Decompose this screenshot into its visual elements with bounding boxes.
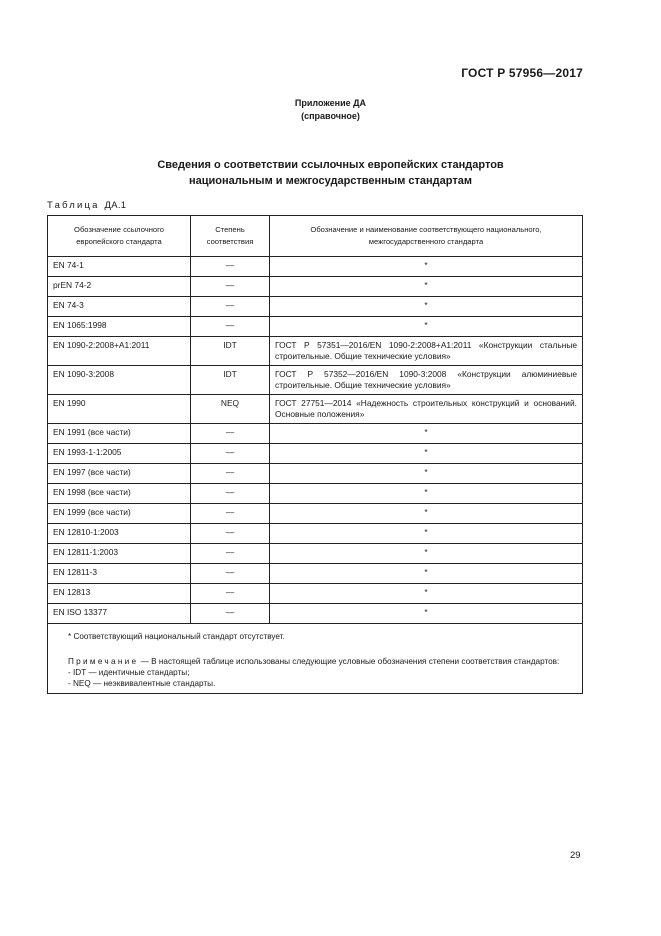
cell-degree: — <box>191 604 270 624</box>
cell-european-standard: EN 1998 (все части) <box>48 484 191 504</box>
cell-national-standard: * <box>270 297 583 317</box>
page-number: 29 <box>570 850 581 861</box>
standard-code: ГОСТ Р 57956—2017 <box>461 66 583 80</box>
table-row <box>48 584 583 604</box>
table-footnote: * Соответствующий национальный стандарт отсутствует. <box>68 632 285 641</box>
table-caption <box>47 200 126 211</box>
cell-national-standard: * <box>270 504 583 524</box>
cell-european-standard: EN 12810-1:2003 <box>48 524 191 544</box>
note-label: Примечание <box>68 657 139 666</box>
cell-european-standard: EN 1090-2:2008+A1:2011 <box>48 337 191 366</box>
table-row <box>48 257 583 277</box>
cell-national-standard: * <box>270 484 583 504</box>
cell-european-standard: EN 1991 (все части) <box>48 424 191 444</box>
cell-degree: — <box>191 564 270 584</box>
cell-european-standard: EN ISO 13377 <box>48 604 191 624</box>
table-row <box>48 604 583 624</box>
cell-national-standard: * <box>270 277 583 297</box>
cell-european-standard: EN 12813 <box>48 584 191 604</box>
table-row <box>48 424 583 444</box>
note-item-idt: - IDT — идентичные стандарты; <box>68 668 190 677</box>
table-row <box>48 366 583 395</box>
note-text: — В настоящей таблице использованы следующие условные обозначения степени соответствия стандартов: <box>140 657 560 666</box>
cell-national-standard: * <box>270 317 583 337</box>
cell-national-standard: * <box>270 257 583 277</box>
table-note <box>68 656 562 667</box>
cell-european-standard: EN 1990 <box>48 395 191 424</box>
cell-degree: — <box>191 297 270 317</box>
cell-degree: — <box>191 504 270 524</box>
document-title-line-1: Сведения о соответствии ссылочных европейских стандартов <box>157 159 504 171</box>
cell-national-standard: * <box>270 524 583 544</box>
cell-european-standard: EN 12811-1:2003 <box>48 544 191 564</box>
cell-national-standard: * <box>270 424 583 444</box>
cell-degree: IDT <box>191 366 270 395</box>
table-row <box>48 444 583 464</box>
note-item-neq: - NEQ — неэквивалентные стандарты. <box>68 679 216 688</box>
cell-degree: — <box>191 584 270 604</box>
cell-european-standard: EN 1090-3:2008 <box>48 366 191 395</box>
document-title-line-2: национальным и межгосударственным стандартам <box>189 175 472 187</box>
document-title <box>0 157 661 189</box>
table-header-row <box>48 216 583 257</box>
cell-european-standard: EN 1065:1998 <box>48 317 191 337</box>
table-row <box>48 544 583 564</box>
cell-european-standard: EN 74-1 <box>48 257 191 277</box>
table-row <box>48 395 583 424</box>
cell-national-standard: * <box>270 444 583 464</box>
cell-degree: — <box>191 544 270 564</box>
table-row <box>48 504 583 524</box>
table-row <box>48 564 583 584</box>
column-header-european-standard: Обозначение ссылочного европейского стандарта <box>48 216 191 257</box>
appendix-heading <box>0 97 661 123</box>
cell-european-standard: EN 12811-3 <box>48 564 191 584</box>
cell-degree: — <box>191 317 270 337</box>
table-notes-row <box>48 624 583 694</box>
cell-national-standard: * <box>270 564 583 584</box>
cell-european-standard: prEN 74-2 <box>48 277 191 297</box>
table-row <box>48 297 583 317</box>
cell-european-standard: EN 1999 (все части) <box>48 504 191 524</box>
cell-degree: — <box>191 444 270 464</box>
cell-degree: — <box>191 424 270 444</box>
table-caption-number: ДА.1 <box>104 200 127 211</box>
cell-national-standard: * <box>270 544 583 564</box>
table-row <box>48 524 583 544</box>
cell-degree: — <box>191 524 270 544</box>
appendix-subtitle: (справочное) <box>301 111 360 121</box>
appendix-title: Приложение ДА <box>294 98 367 108</box>
cell-national-standard: * <box>270 464 583 484</box>
cell-degree: NEQ <box>191 395 270 424</box>
table-row <box>48 317 583 337</box>
cell-national-standard: ГОСТ Р 57351—2016/EN 1090-2:2008+A1:2011 «Конструкции стальные строительные. Общие технические условия» <box>270 337 583 366</box>
cell-degree: — <box>191 257 270 277</box>
table-caption-word: Таблица <box>47 200 100 211</box>
cell-national-standard: * <box>270 584 583 604</box>
column-header-national-standard: Обозначение и наименование соответствующего национального, межгосударственного стандарта <box>270 216 583 257</box>
table-row <box>48 337 583 366</box>
table-row <box>48 277 583 297</box>
cell-national-standard: ГОСТ Р 57352—2016/EN 1090-3:2008 «Конструкции алюминиевые строительные. Общие технические условия» <box>270 366 583 395</box>
column-header-degree: Степень соответствия <box>191 216 270 257</box>
correspondence-table <box>47 215 583 694</box>
cell-degree: IDT <box>191 337 270 366</box>
cell-degree: — <box>191 464 270 484</box>
table-row <box>48 484 583 504</box>
cell-degree: — <box>191 484 270 504</box>
cell-national-standard: * <box>270 604 583 624</box>
cell-national-standard: ГОСТ 27751—2014 «Надежность строительных конструкций и оснований. Основные положения» <box>270 395 583 424</box>
cell-european-standard: EN 74-3 <box>48 297 191 317</box>
table-row <box>48 464 583 484</box>
table-notes <box>48 624 583 694</box>
cell-european-standard: EN 1997 (все части) <box>48 464 191 484</box>
cell-european-standard: EN 1993-1-1:2005 <box>48 444 191 464</box>
cell-degree: — <box>191 277 270 297</box>
